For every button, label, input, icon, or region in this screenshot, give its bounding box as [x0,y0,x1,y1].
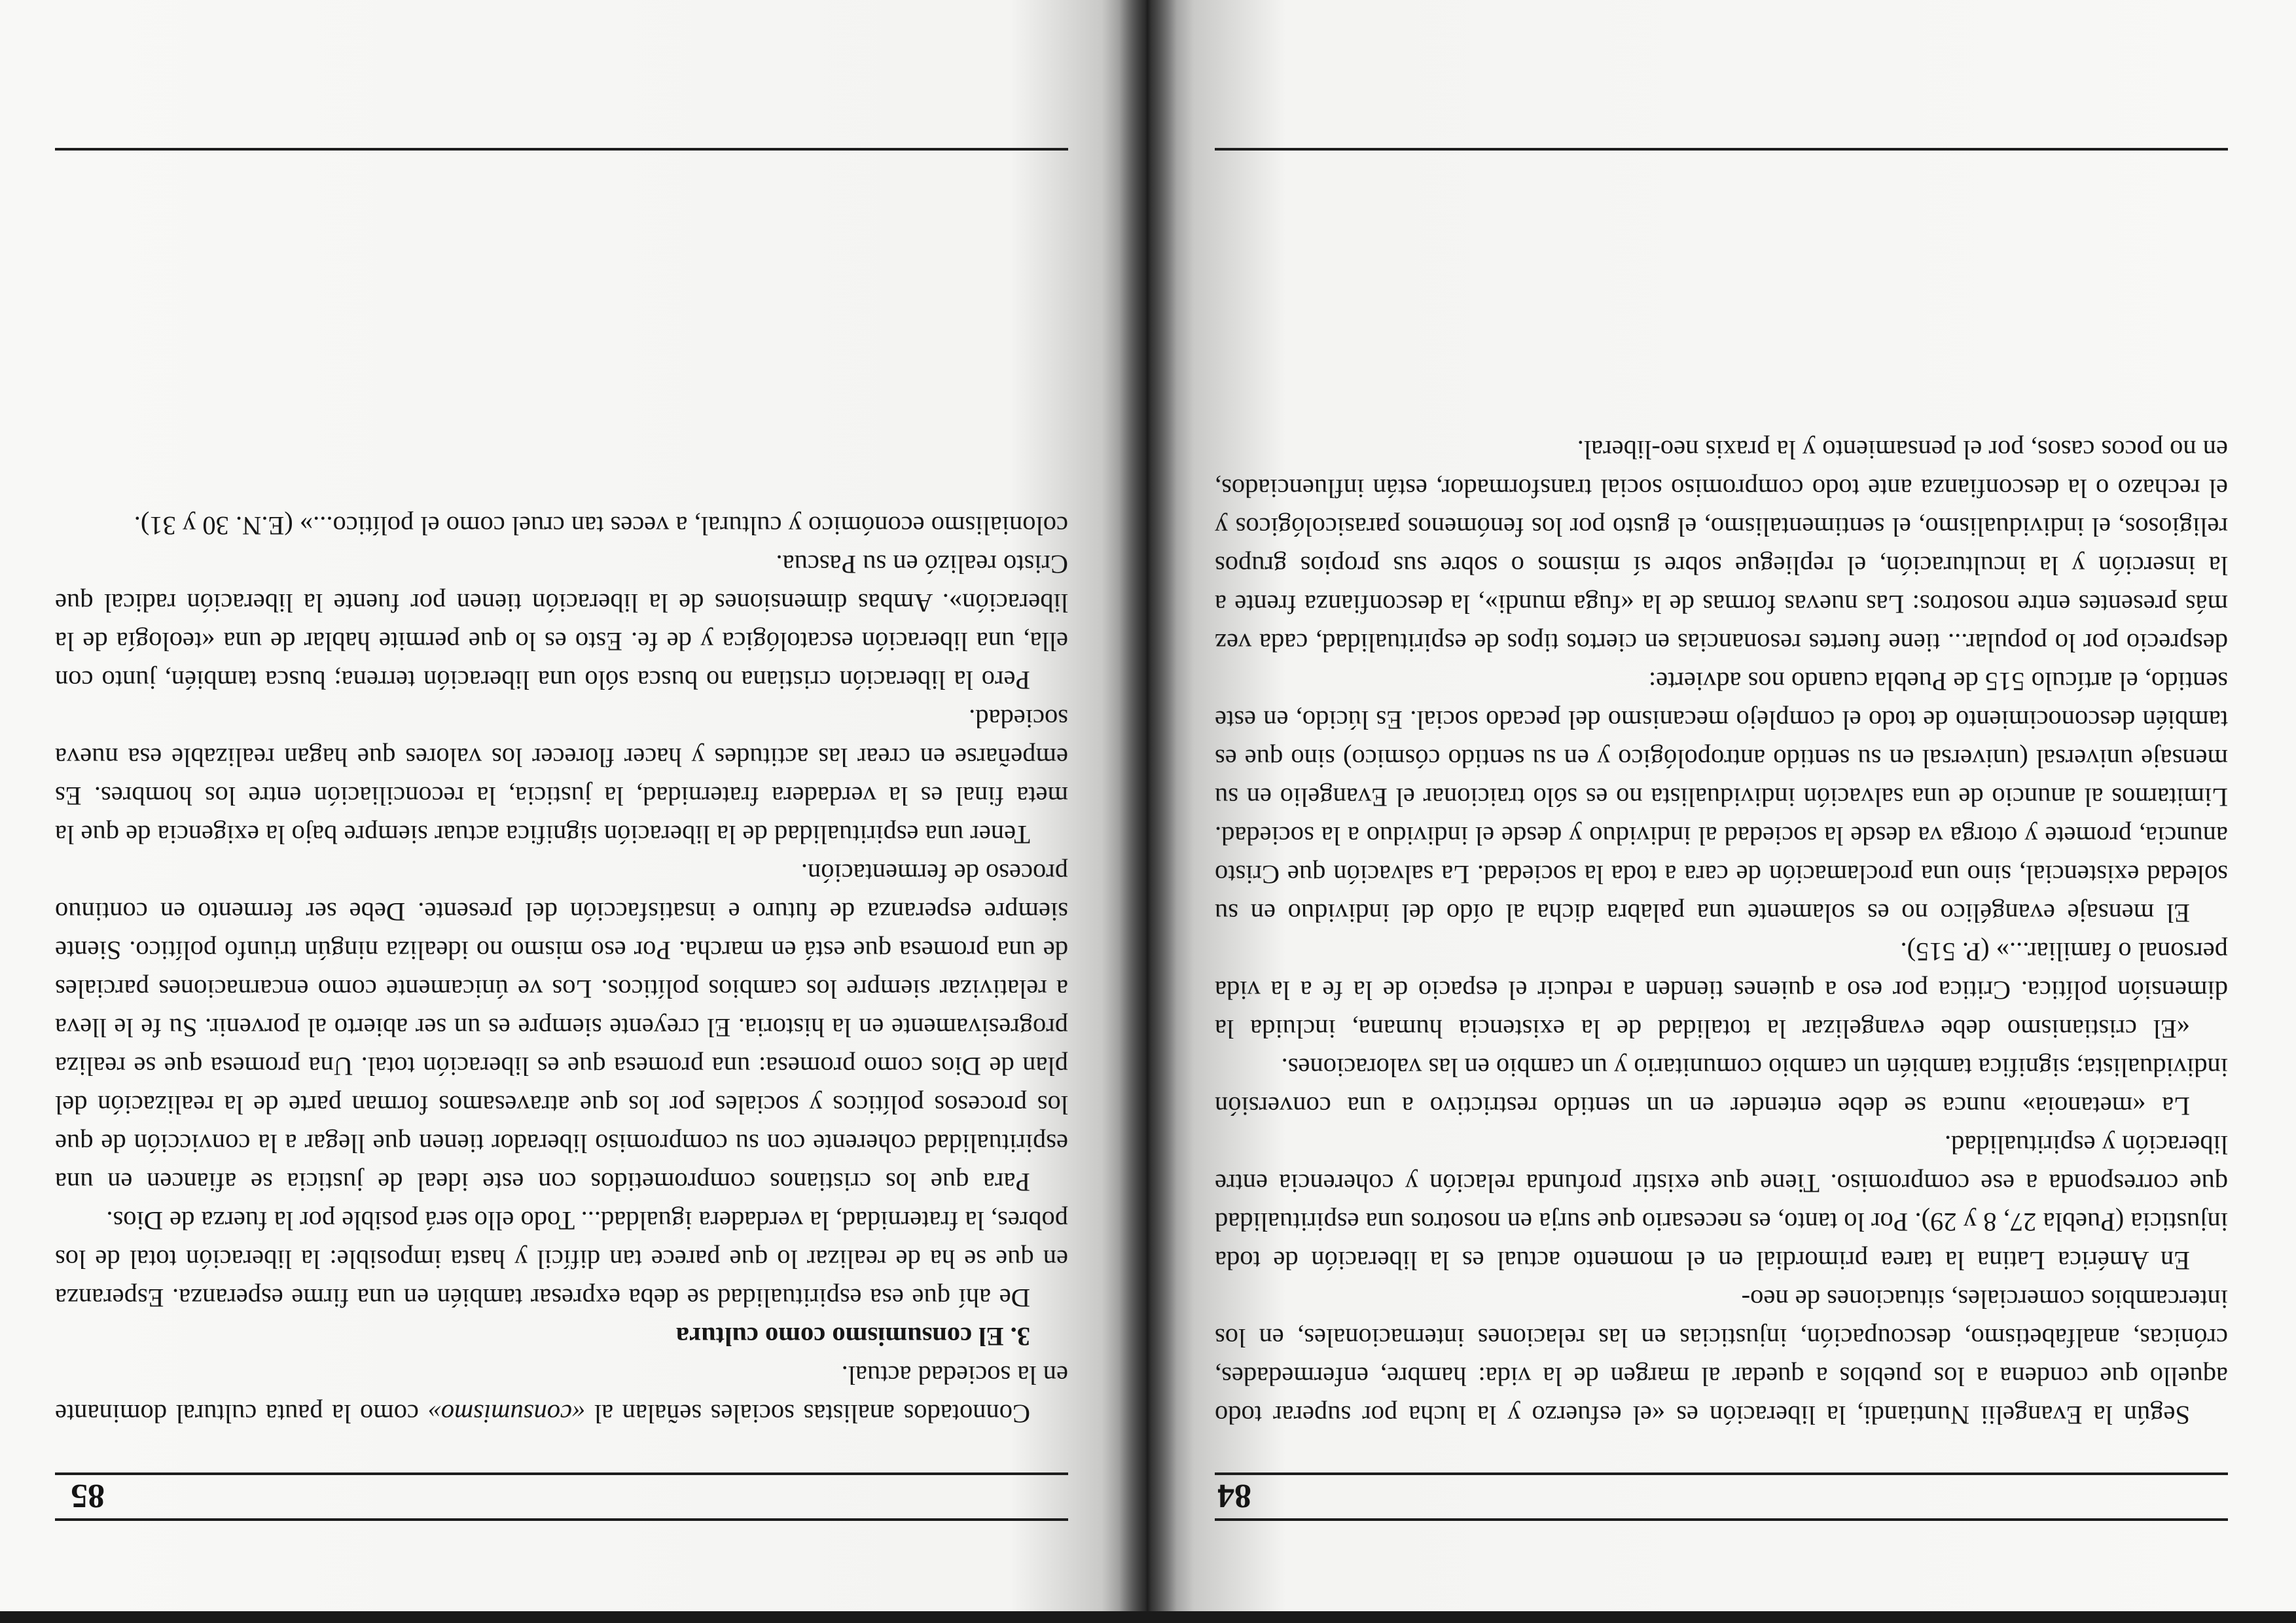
page-85-body [55,507,1068,1433]
page-84-body [1215,431,2228,1435]
header-rule-bottom [1215,1518,2228,1521]
header-rule-top [1215,1472,2228,1475]
paragraph: La «metanoia» nunca se debe entender en un sentido restrictivo a una conversión individualista; significa también un cambio comunitario y un cambio en las valoraciones. [1215,1053,2228,1121]
footer-rule [1215,148,2228,151]
book-gutter-shadow [1119,0,1177,1623]
paragraph: desprecio por lo popular... tiene fuertes resonancias en ciertos tipos de espiritualidad, cada vez más presentes entre nosotros: Las nuevas formas de la «fuga mundi», la desconfianza frente a la inserción y la inculturación, el repliegue sobre sí mismos o sobre sus propios grupos religiosos, el individualismo, el sentimentalismo, el gusto por los fenómenos parasicológicos y el rechazo o la desconfianza ante todo compromiso social transformador, están influenciados, en no pocos casos, por el pensamiento y la praxis neo-liberal. [1215,435,2228,658]
scan-border [0,1611,2296,1623]
text-after-emphasis: como la pauta cultural dominante en la sociedad actual. [55,1361,1068,1429]
paragraph: De ahí que esa espiritualidad se deba expresar también en una firme esperanza. Esperanza en que se ha de realizar lo que parece tan difícil y hasta imposible: la liberación total de los pobres, la fraternidad, la verdadera igualdad... Todo ello será posible por la fuerza de Dios. [55,1206,1068,1313]
quote-paragraph: «El cristianismo debe evangelizar la totalidad de la existencia humana, incluida la dimensión política. Critica por eso a quienes tienden a reducir el espacio de la fe a la vida personal o familiar...» (P. 515). [1215,937,2228,1044]
header-rule-top [55,1472,1068,1475]
paragraph: Según la Evangelii Nuntiandi, la liberación es «el esfuerzo y la lucha por superar todo aquello que condena a los pueblos a quedar al margen de la vida: hambre, enfermedades, crónicas, analfabetismo, descoupación, injusticias en las relaciones internacionales, en los intercambios comerciales, situaciones de neo- [1215,1285,2228,1430]
paragraph: El mensaje evangélico no es solamente una palabra dicha al oído del individuo en su soledad existencial, sino una proclamación de cara a toda la sociedad. La salvación que Cristo anuncia, promete y otorga va desde la sociedad al individuo y desde el individuo a la sociedad. Limitarnos al anuncio de una salvación individualista no es sólo traicionar el Evangelio en su mensaje universal (universal en su sentido antropológico y en su sentido cósmico) sino que es también desconocimiento de todo el complejo mecanismo del pecado social. Es lúcido, en este sentido, el artículo 515 de Puebla cuando nos advierte: [1215,667,2228,928]
text-before-emphasis: Connotados analistas sociales señalan al [585,1399,1030,1429]
paragraph: Pero la liberación cristiana no busca sólo una liberación terrena; busca también, junto con ella, una liberación escatológica y de fe. Esto es lo que permite hablar de una «teología de la liberación». Ambas dimensiones de la liberación tienen por fuente la liberación radical que Cristo realizó en su Pascua. [55,550,1068,695]
emphasis: «consumismo» [427,1399,586,1429]
section-heading: 3. El consumismo como cultura [675,1322,1030,1351]
page-84 [1148,0,2296,1623]
paragraph: Para que los cristianos comprometidos con este ideal de justicia se afiancen en una espiritualidad coherente con su compromiso liberador tienen que llegar a la convicción de que los procesos políticos y sociales por los que atravesamos forman parte de la realización del plan de Dios como promesa: una promesa que es liberación total. Una promesa que se realiza progresivamente en la historia. El creyente siempre es un ser abierto al porvenir. Su fe le lleva a relativizar siempre los cambios políticos. Los ve únicamente como encarnaciones parciales de una promesa que está en marcha. Por eso mismo no idealiza ningún triunfo político. Siente siempre esperanza de futuro e insatisfacción del presente. Debe ser fermento en continuo proceso de fermentación. [55,859,1068,1197]
page-number: 84 [1217,1477,1251,1514]
header-rule-bottom [55,1518,1068,1521]
paragraph [55,1356,1068,1433]
paragraph: Tener una espiritualidad de la liberación significa actuar siempre bajo la exigencia de que la meta final es la verdadera fraternidad, la justicia, la reconciliación entre los hombres. Es empeñarse en crear las actitudes y hacer florecer los valores que hagan realizable esa nueva sociedad. [55,704,1068,849]
paragraph: colonialismo económico y cultural, a veces tan cruel como el político...» (E.N. 30 y 31). [134,511,1068,541]
page-number: 85 [71,1477,105,1514]
footer-rule [55,148,1068,151]
paragraph: En América Latina la tarea primordial en el momento actual es la liberación de toda injusticia (Puebla 27, 8 y 29). Por lo tanto, es necesario que surja en nosotros una espiritualidad que corresponda a ese compromiso. Tiene que existir profunda relación y coherencia entre liberación y espiritualidad. [1215,1130,2228,1275]
